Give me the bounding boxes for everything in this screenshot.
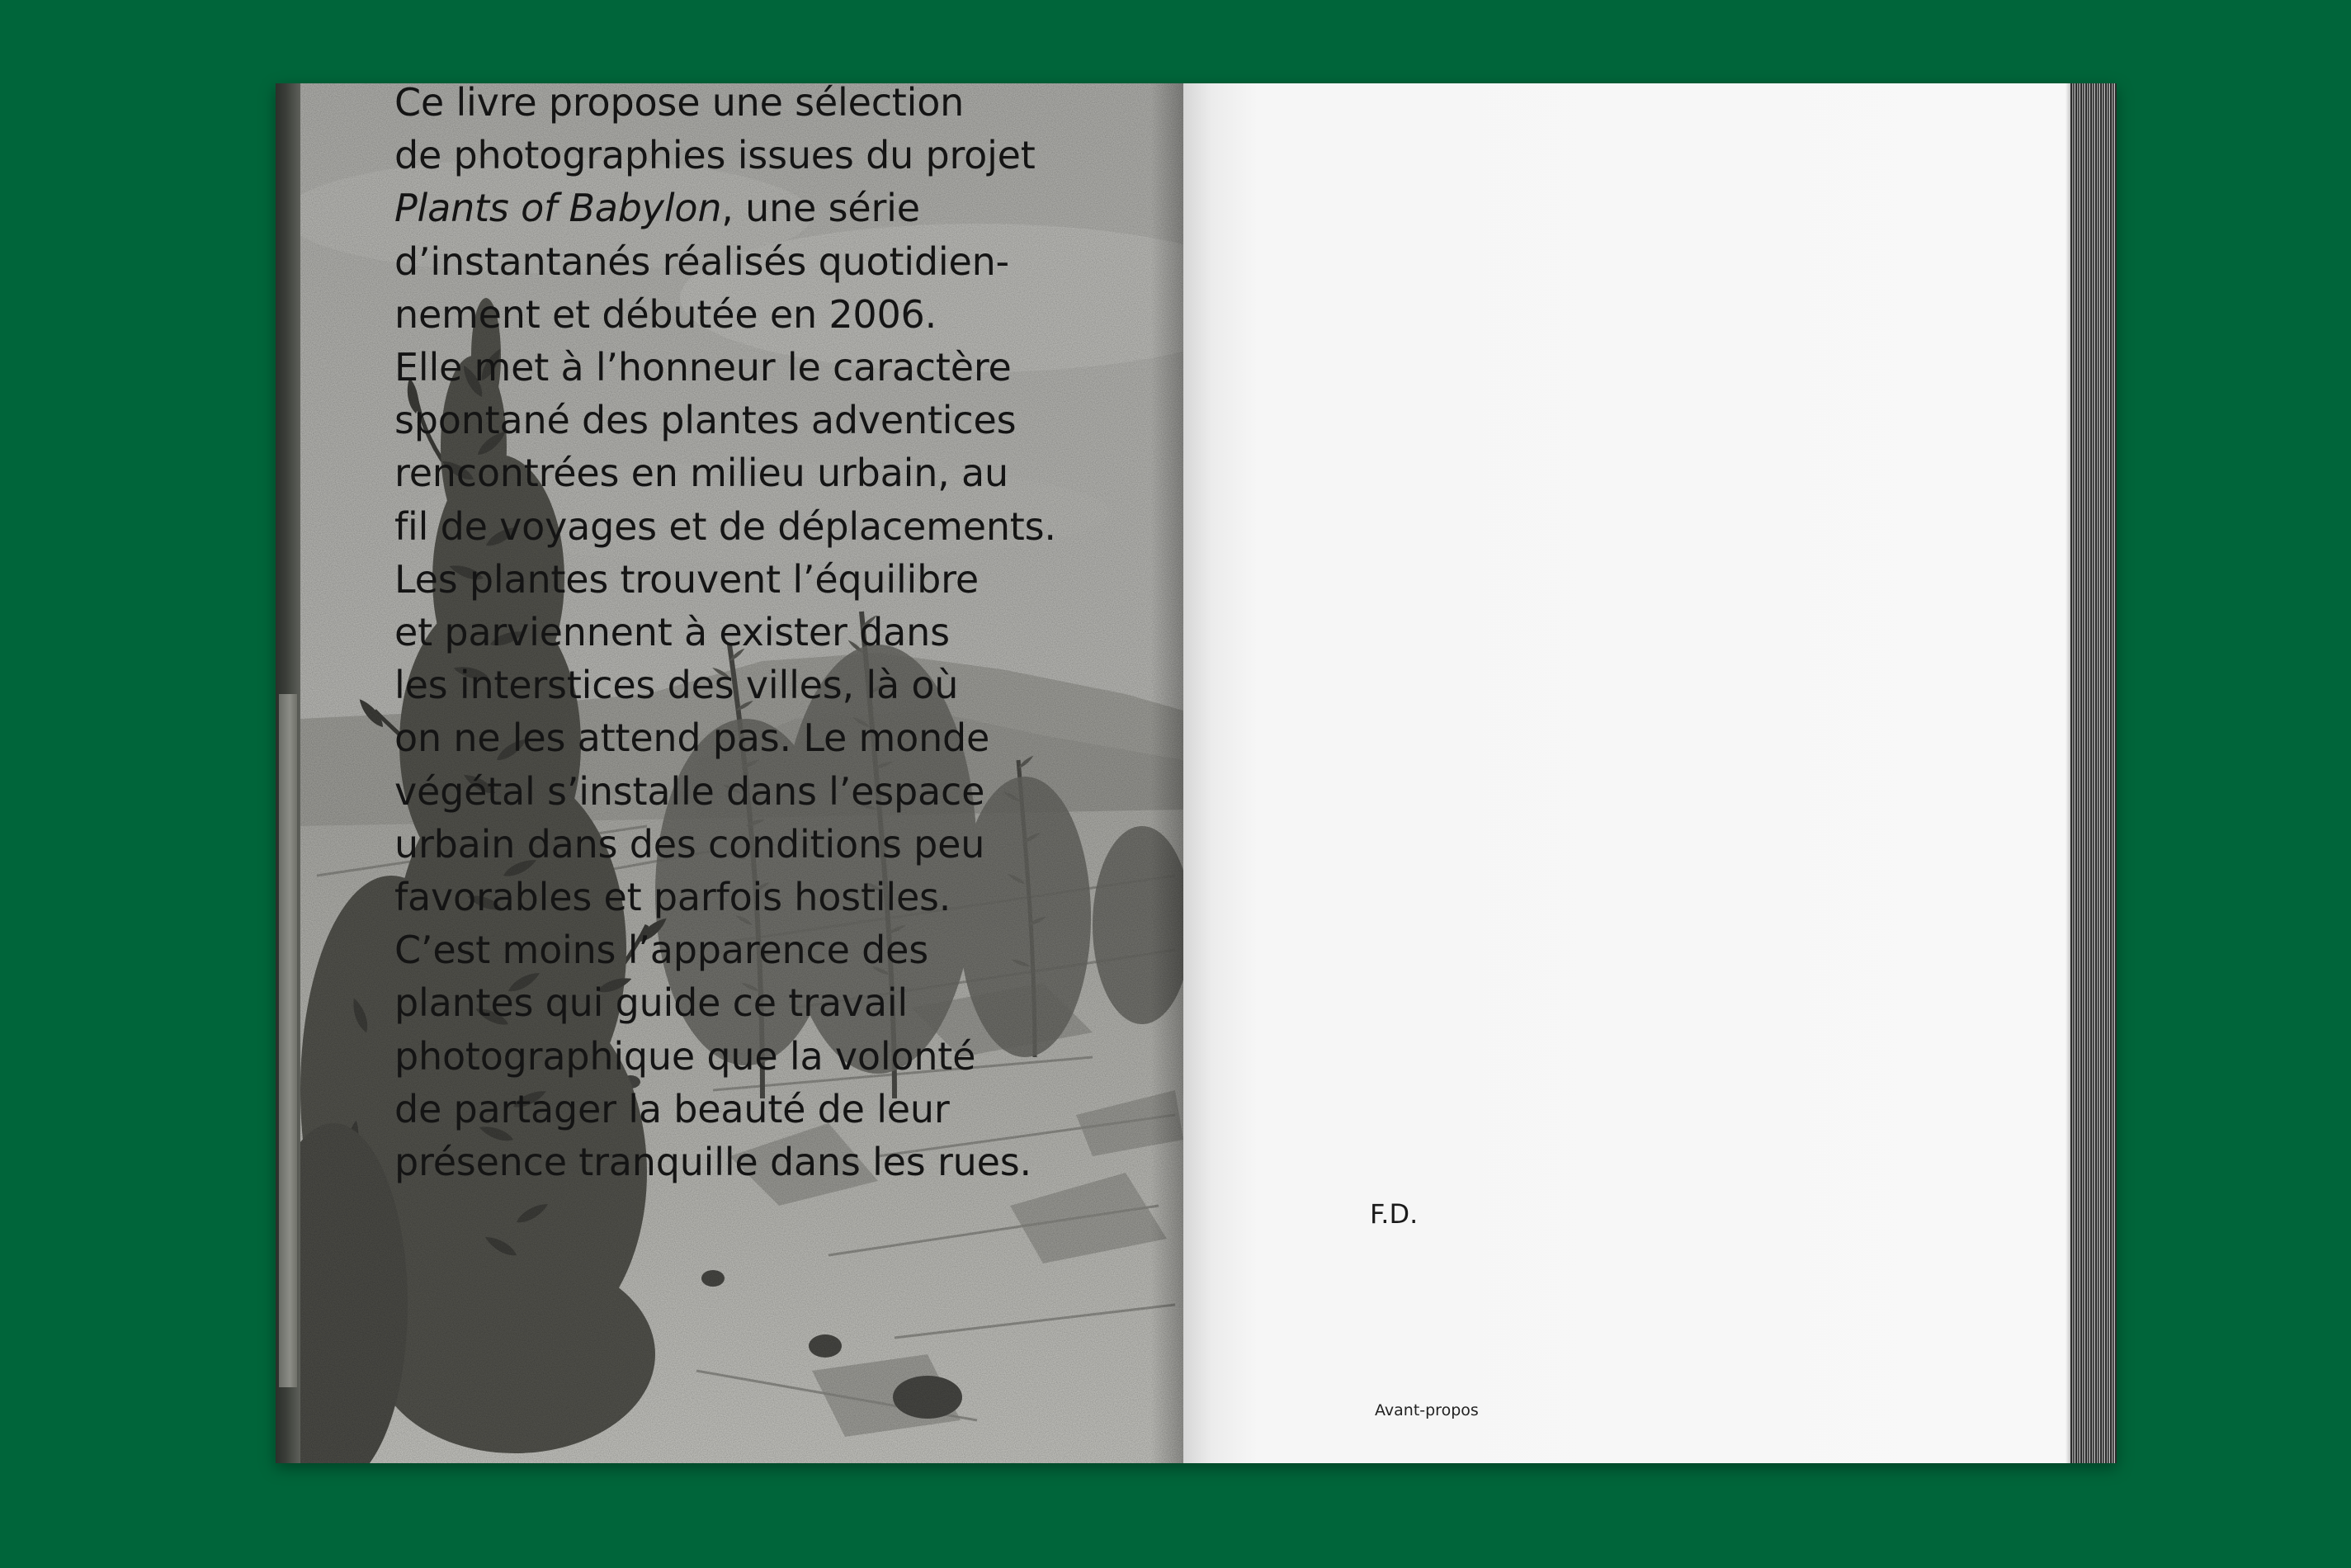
text-line-rest: , une série <box>721 186 920 231</box>
text-line: Les plantes trouvent l’équilibre <box>394 556 979 602</box>
text-line: favorables et parfois hostiles. <box>394 875 951 920</box>
text-line: spontané des plantes adventices <box>394 398 1017 443</box>
foreword-text <box>394 76 1137 1188</box>
running-footer: Avant-propos <box>1375 1401 1479 1419</box>
page-stack-edge <box>2070 83 2117 1463</box>
text-line: Ce livre propose une sélection <box>394 80 965 125</box>
text-line: on ne les attend pas. Le monde <box>394 716 990 761</box>
text-line: fil de voyages et de déplacements. <box>394 503 1056 549</box>
text-page <box>1183 83 2117 1463</box>
text-line: urbain dans des conditions peu <box>394 821 985 867</box>
text-line: et parviennent à exister dans <box>394 610 950 655</box>
author-signature: F.D. <box>1370 1198 1419 1230</box>
text-line: Elle met à l’honneur le caractère <box>394 345 1012 390</box>
text-line: de partager la beauté de leur <box>394 1086 950 1131</box>
text-line: C’est moins l’apparence des <box>394 928 928 973</box>
text-line: de photographies issues du projet <box>394 133 1036 178</box>
text-line: végétal s’installe dans l’espace <box>394 768 985 814</box>
text-line: photographique que la volonté <box>394 1033 976 1079</box>
page-edge-strip <box>276 83 300 1463</box>
text-line <box>394 182 1137 234</box>
text-line: plantes qui guide ce travail <box>394 980 908 1026</box>
text-line: les interstices des villes, là où <box>394 663 959 708</box>
text-line: nement et débutée en 2006. <box>394 291 937 337</box>
text-line: rencontrées en milieu urbain, au <box>394 451 1008 496</box>
page-edge-highlight <box>279 694 297 1387</box>
text-line: présence tranquille dans les rues. <box>394 1140 1032 1185</box>
project-title: Plants of Babylon <box>394 186 722 231</box>
text-line: d’instantanés réalisés quotidien- <box>394 239 1009 284</box>
